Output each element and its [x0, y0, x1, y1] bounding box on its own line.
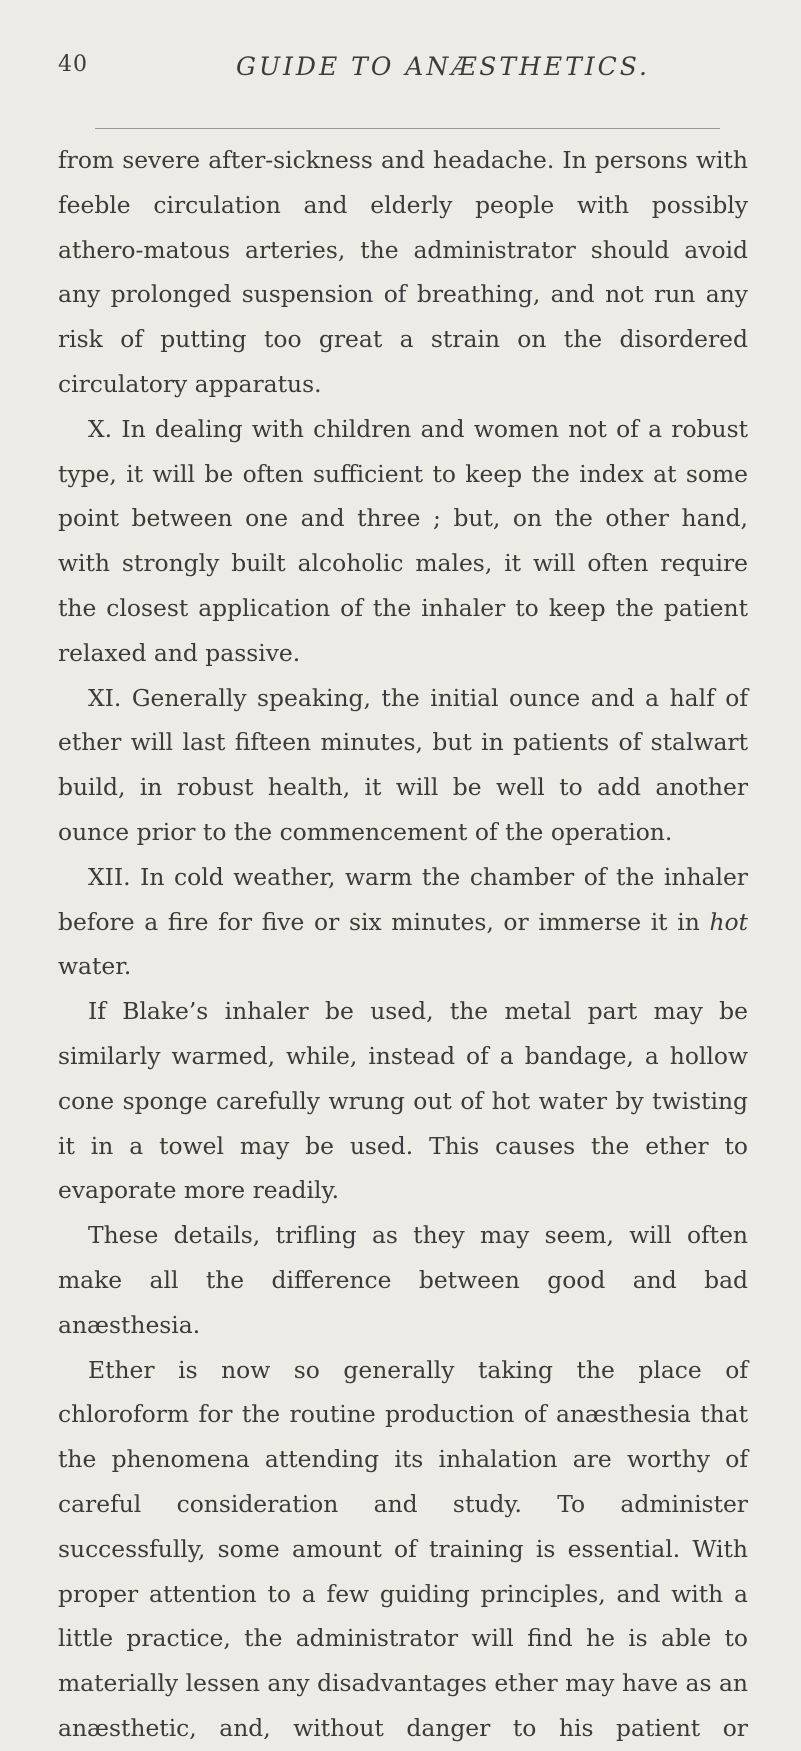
paragraph-after-sickness: from severe after-sickness and headache. In persons with feeble circulation and elderly people with possibly athero-matous arteries, the administrator should avoid any prolonged suspension of breathing, and not run any risk of putting too great a strain on the disordered circulatory apparatus.	[58, 146, 748, 398]
page-number: 40	[58, 52, 88, 77]
paragraph-blakes-inhaler: If Blake’s inhaler be used, the metal part may be similarly warmed, while, instead of a bandage, a hollow cone sponge carefully wrung out of hot water by twisting it in a towel may be used. This causes the ether to evaporate more readily.	[58, 997, 748, 1205]
paragraph-rule-xi: XI. Generally speaking, the initial ounce and a half of ether will last fifteen minutes, but in patients of stalwart build, in robust health, it will be well to add another ounce prior to the commencement of the operation.	[58, 683, 748, 846]
paragraph-rule-x: X. In dealing with children and women not of a robust type, it will be often sufficient to keep the index at some point between one and three ; but, on the other hand, with strongly built alcoholic males, it will often require the closest application of the inhaler to keep the patient relaxed and passive.	[58, 414, 748, 667]
paragraph-ether-routine: Ether is now so generally taking the place of chloroform for the routine production of anæsthesia that the phenomena attending its inhalation are worthy of careful consideration and study. To administer successfully, some amount of training is essential. With proper attention to a few guiding principles, and with a little practice, the administrator will find he is able to materially lessen any disadvantages ether may have as an anæsthetic, and, without danger to his patient or	[58, 1355, 748, 1742]
paragraph-rule-xii	[58, 855, 748, 989]
running-title: GUIDE TO ANÆSTHETICS.	[236, 52, 650, 81]
paragraph-details: These details, trifling as they may seem, will often make all the difference between good and bad anæsthesia.	[58, 1221, 748, 1339]
rule-xii-italic: hot	[709, 907, 749, 936]
body-text	[58, 138, 748, 1751]
page-header	[58, 52, 748, 92]
rule-xii-tail: water.	[58, 952, 132, 981]
rule-xii-text: XII. In cold weather, warm the chamber of the inhaler before a fire for five or six minutes, or immerse it in	[58, 862, 748, 936]
header-rule	[95, 128, 720, 129]
